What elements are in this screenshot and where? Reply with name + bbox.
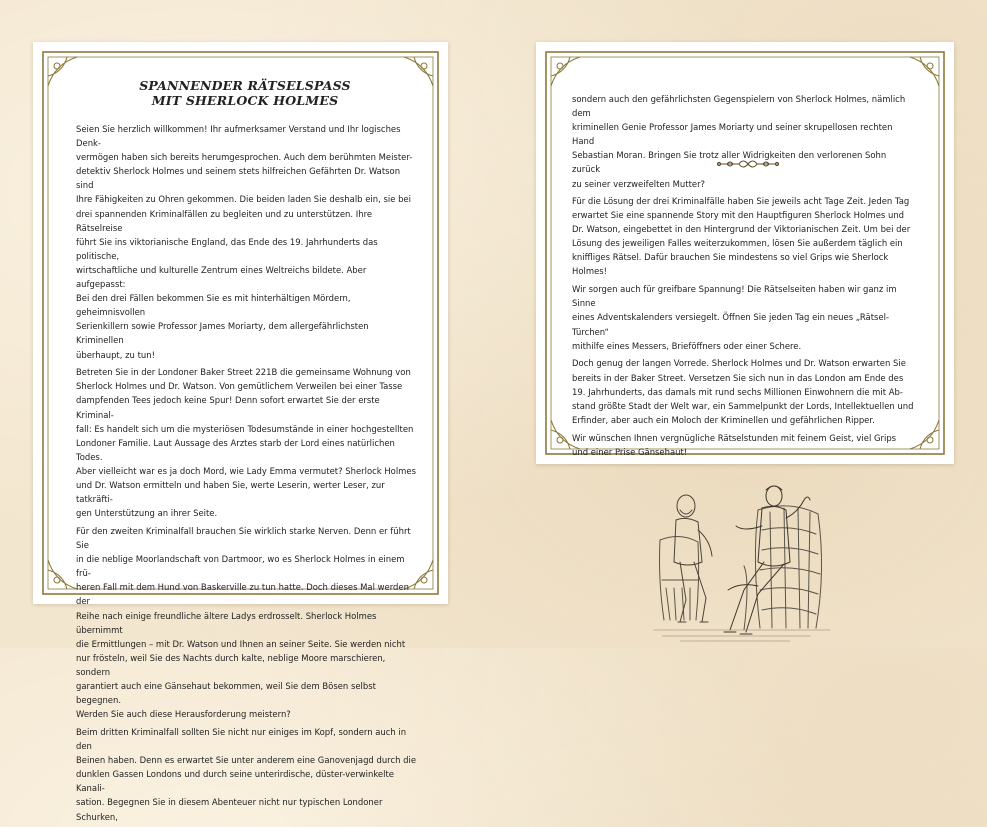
paragraph xyxy=(76,725,418,824)
text-line: drei spannenden Kriminalfällen zu begleiten und zu unterstützen. Ihre Rätselreise xyxy=(76,208,373,233)
text-line: 19. Jahrhunderts, das damals mit rund sechs Millionen Einwohnern die mit Ab- xyxy=(572,386,903,397)
corner-flourish-icon xyxy=(910,57,939,86)
text-line: sondern auch den gefährlichsten Gegenspielern von Sherlock Holmes, nämlich dem xyxy=(572,94,906,119)
text-line: Londoner Familie. Laut Aussage des Arztes starb der Lord eines natürlichen Todes. xyxy=(76,437,395,462)
text-line: die Ermittlungen – mit Dr. Watson und Ihnen an seiner Seite. Sie werden nicht xyxy=(76,638,406,649)
corner-flourish-icon xyxy=(551,57,580,86)
holmes-watson-sketch xyxy=(640,470,840,645)
paragraph xyxy=(572,282,917,352)
right-body-text xyxy=(572,194,917,462)
paragraph xyxy=(572,92,917,191)
text-line: dunklen Gassen Londons und durch seine unterirdische, düster-verwinkelte Kanali- xyxy=(76,769,394,794)
text-line: Reihe nach einige freundliche ältere Ladys erdrosselt. Sherlock Holmes übernimmt xyxy=(76,610,377,635)
paragraph xyxy=(76,122,418,362)
text-line: mithilfe eines Messers, Brieföffners oder einer Schere. xyxy=(572,340,802,351)
text-line: Aber vielleicht war es ja doch Mord, wie Lady Emma vermutet? Sherlock Holmes xyxy=(76,465,416,476)
paragraph xyxy=(76,365,418,520)
text-line: gen Unterstützung an ihrer Seite. xyxy=(76,508,218,519)
page-title xyxy=(76,78,414,108)
corner-flourish-icon xyxy=(48,57,77,86)
text-line: detektiv Sherlock Holmes und seinem stets hilfreichen Gefährten Dr. Watson sind xyxy=(76,166,401,191)
text-line: Werden Sie auch diese Herausforderung meistern? xyxy=(76,709,291,720)
text-line: und Dr. Watson ermitteln und haben Sie, werte Leserin, werter Leser, zur tatkräfti- xyxy=(76,480,385,505)
text-line: fall: Es handelt sich um die mysteriösen Todesumstände in einer hochgestellten xyxy=(76,423,414,434)
text-line: Sherlock Holmes und Dr. Watson. Von gemütlichem Verweilen bei einer Tasse xyxy=(76,381,403,392)
text-line: Betreten Sie in der Londoner Baker Street 221B die gemeinsame Wohnung von xyxy=(76,367,411,378)
text-line: Serienkillern sowie Professor James Moriarty, dem allergefährlichsten Kriminellen xyxy=(76,321,369,346)
text-line: Lösung des jeweiligen Falles weiterzukommen, lösen Sie außerdem täglich ein xyxy=(572,238,903,249)
text-line: Für den zweiten Kriminalfall brauchen Sie wirklich starke Nerven. Denn er führt Sie xyxy=(76,526,411,551)
text-line: Beim dritten Kriminalfall sollten Sie nicht nur einiges im Kopf, sondern auch in den xyxy=(76,727,407,752)
text-line: Sebastian Moran. Bringen Sie trotz aller Widrigkeiten den verlorenen Sohn zurück xyxy=(572,150,887,175)
holmes-figure xyxy=(724,486,810,634)
text-line: Ihre Fähigkeiten zu Ohren gekommen. Die beiden laden Sie deshalb ein, sie bei xyxy=(76,194,411,205)
title-line: SPANNENDER RÄTSELSPASS xyxy=(139,78,351,93)
text-line: garantiert auch eine Gänsehaut bekommen, weil Sie dem Bösen selbst begegnen. xyxy=(76,681,376,706)
text-line: erwartet Sie eine spannende Story mit den Hauptfiguren Sherlock Holmes und xyxy=(572,210,905,221)
text-line: in die neblige Moorlandschaft von Dartmoor, wo es Sherlock Holmes in einem frü- xyxy=(76,554,405,579)
text-line: heren Fall mit dem Hund von Baskerville zu tun hatte. Doch dieses Mal werden der xyxy=(76,582,409,607)
text-line: wirtschaftliche und kulturelle Zentrum eines Weltreichs bildete. Aber aufgepasst: xyxy=(76,264,367,290)
text-line: Beinen haben. Denn es erwartet Sie unter anderem eine Ganovenjagd durch die xyxy=(76,755,417,766)
text-line: Dr. Watson, eingebettet in den Hintergrund der Viktorianischen Zeit. Um bei der xyxy=(572,224,911,235)
text-line: zu seiner verzweifelten Mutter? xyxy=(572,178,706,189)
text-line: bereits in der Baker Street. Versetzen Sie sich nun in das London am Ende des xyxy=(572,372,904,383)
text-line: Bei den drei Fällen bekommen Sie es mit hinterhältigen Mördern, geheimnisvollen xyxy=(76,293,351,318)
floor-shading xyxy=(654,630,830,641)
text-line: vermögen haben sich bereits herumgesprochen. Auch dem berühmten Meister- xyxy=(76,152,413,163)
wicker-chair-left xyxy=(660,536,699,620)
corner-flourish-icon xyxy=(48,560,77,589)
text-line: Für die Lösung der drei Kriminalfälle haben Sie jeweils acht Tage Zeit. Jeden Tag xyxy=(572,196,910,206)
text-line: überhaupt, zu tun! xyxy=(76,349,155,360)
text-line: nur frösteln, weil Sie des Nachts durch kalte, neblige Moore marschieren, sondern xyxy=(76,652,386,677)
text-line: kniffliges Rätsel. Dafür brauchen Sie mindestens so viel Grips wie Sherlock Holmes! xyxy=(572,252,889,277)
paragraph xyxy=(572,431,917,459)
title-line: MIT SHERLOCK HOLMES xyxy=(151,93,339,108)
text-line: und einer Prise Gänsehaut! xyxy=(572,446,688,457)
paragraph xyxy=(572,356,917,426)
left-body-text xyxy=(76,122,418,827)
paragraph xyxy=(572,194,917,279)
text-line: eines Adventskalenders versiegelt. Öffnen Sie jeden Tag ein neues „Rätsel-Türchen“ xyxy=(572,312,889,337)
right-body-text-intro xyxy=(572,92,917,194)
text-line: dampfenden Tees jedoch keine Spur! Denn sofort erwartet Sie der erste Kriminal- xyxy=(76,395,380,420)
wicker-chair-right xyxy=(744,506,822,630)
paragraph xyxy=(76,524,418,721)
text-line: kriminellen Genie Professor James Moriarty und seiner skrupellosen rechten Hand xyxy=(572,122,893,147)
watson-figure xyxy=(674,495,712,622)
text-line: Wir sorgen auch für greifbare Spannung! Die Rätselseiten haben wir ganz im Sinne xyxy=(572,284,897,309)
text-line: Wir wünschen Ihnen vergnügliche Rätselstunden mit feinem Geist, viel Grips xyxy=(572,432,897,443)
text-line: stand größte Stadt der Welt war, ein Sammelpunkt der Lords, Intellektuellen und xyxy=(572,400,914,411)
text-line: führt Sie ins viktorianische England, das Ende des 19. Jahrhunderts das politische, xyxy=(76,236,378,261)
text-line: Erfinder, aber auch ein Moloch der Kriminellen und gefährlichen Ripper. xyxy=(572,414,875,425)
scroll-ornament-icon xyxy=(715,156,781,172)
text-line: Doch genug der langen Vorrede. Sherlock Holmes und Dr. Watson erwarten Sie xyxy=(572,358,906,369)
text-line: Seien Sie herzlich willkommen! Ihr aufmerksamer Verstand und Ihr logisches Denk- xyxy=(76,124,401,149)
text-line: sation. Begegnen Sie in diesem Abenteuer nicht nur typischen Londoner Schurken, xyxy=(76,797,383,822)
